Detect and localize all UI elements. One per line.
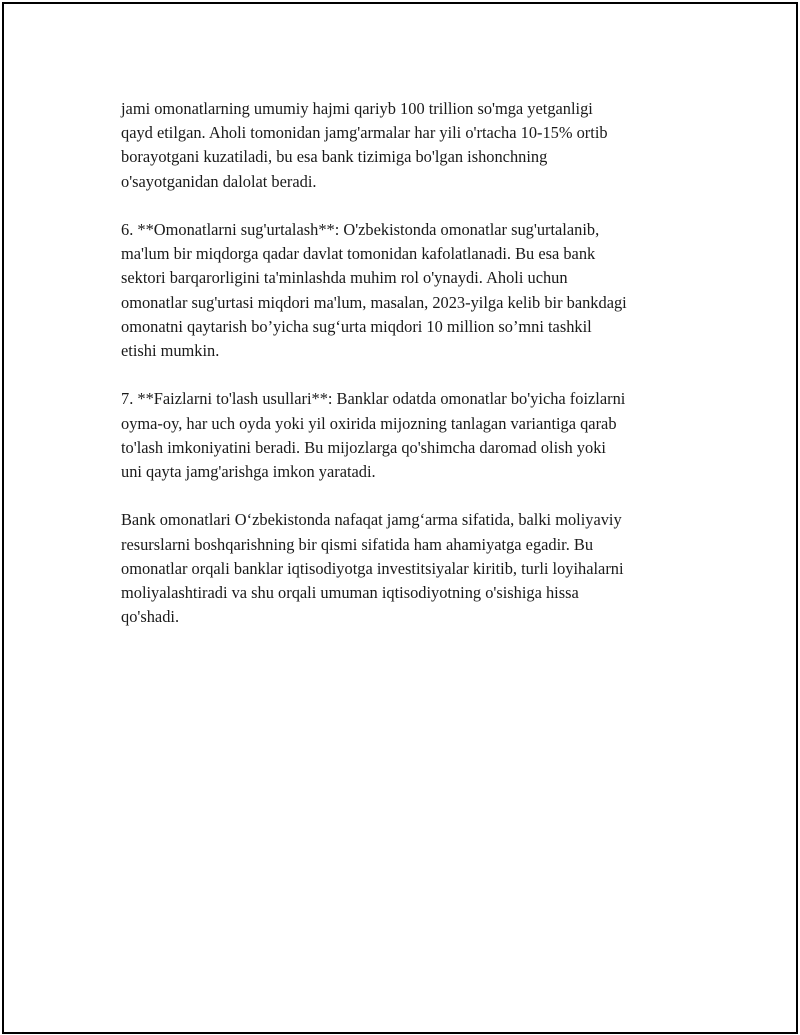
document-page: [2, 2, 798, 1034]
paragraph-deposit-volume: jami omonatlarning umumiy hajmi qariyb 100 trillion so'mga yetganligi qayd etilgan. Aholi tomonidan jamg'armalar har yili o'rtacha 10-15% ortib borayotgani kuzatiladi, bu esa bank tizimiga bo'lgan ishonchning o'sayotganidan dalolat beradi.: [121, 99, 608, 191]
paragraph-interest-payment: 7. **Faizlarni to'lash usullari**: Banklar odatda omonatlar bo'yicha foizlarni oyma-oy, har uch oyda yoki yil oxirida mijozning tanlagan variantiga qarab to'lash imkoniyatini beradi. Bu mijozlarga qo'shimcha daromad olish yoki uni qayta jamg'arishga imkon yaratadi.: [121, 389, 626, 482]
page-body: [121, 97, 711, 654]
paragraph-deposit-insurance: 6. **Omonatlarni sug'urtalash**: O'zbekistonda omonatlar sug'urtalanib, ma'lum bir miqdorga qadar davlat tomonidan kafolatlanadi. Bu esa bank sektori barqarorligini ta'minlashda muhim rol o'ynaydi. Aholi uchun omonatlar sug'urtasi miqdori ma'lum, masalan, 2023-yilga kelib bir bankdagi omonatni qaytarish bo’yicha sug‘urta miqdori 10 million so’mni tashkil etishi mumkin.: [121, 220, 627, 361]
paragraph-conclusion: Bank omonatlari O‘zbekistonda nafaqat jamg‘arma sifatida, balki moliyaviy resurslarni boshqarishning bir qismi sifatida ham ahamiyatga egadir. Bu omonatlar orqali banklar iqtisodiyotga investitsiyalar kiritib, turli loyihalarni moliyalashtiradi va shu orqali umuman iqtisodiyotning o'sishiga hissa qo'shadi.: [121, 510, 624, 627]
